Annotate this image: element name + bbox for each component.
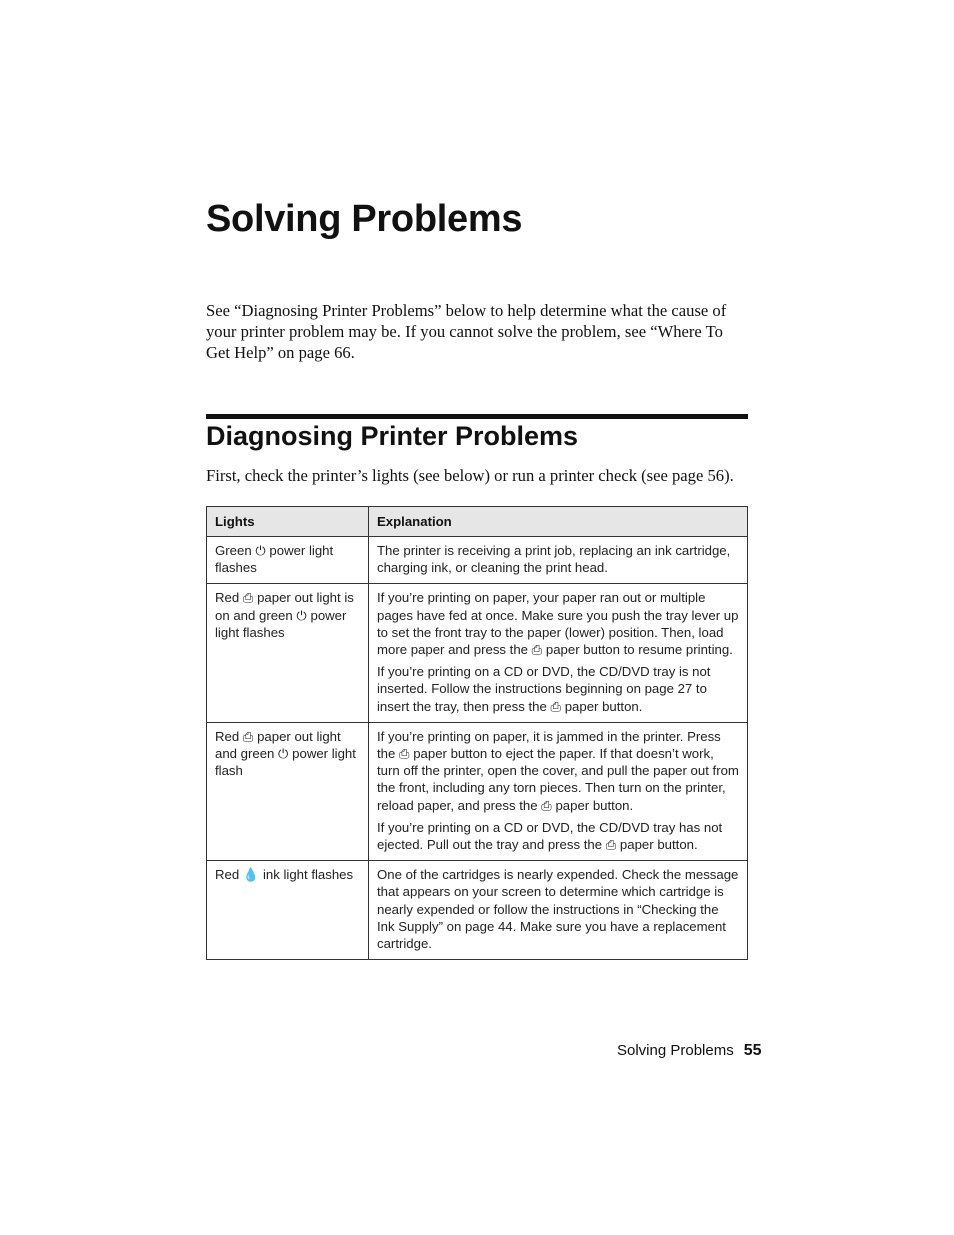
section-heading: Diagnosing Printer Problems bbox=[206, 421, 579, 451]
explanation-paragraph: One of the cartridges is nearly expended. Check the message that appears on your screen to determine which cartridge is nearly expended or follow the instructions in “Checking the Ink Supply” on page 44. Make sure you have a replacement cartridge. bbox=[377, 867, 739, 952]
section-rule bbox=[206, 414, 748, 419]
table-header-row bbox=[207, 507, 748, 537]
table-row bbox=[207, 722, 748, 860]
explanation-cell bbox=[369, 584, 748, 722]
explanation-paragraph: The printer is receiving a print job, replacing an ink cartridge, charging ink, or cleaning the print head. bbox=[377, 543, 731, 576]
light-cell: Green ⏻ power light flashes bbox=[207, 537, 369, 584]
explanation-paragraph: If you’re printing on a CD or DVD, the CD/DVD tray has not ejected. Pull out the tray and press the ⎙ paper button. bbox=[377, 819, 723, 853]
intro-paragraph: See “Diagnosing Printer Problems” below to help determine what the cause of your printer problem may be. If you cannot solve the problem, see “Where To Get Help” on page 66. bbox=[206, 301, 727, 362]
explanation-paragraph: If you’re printing on paper, your paper ran out or multiple pages have fed at once. Make sure you push the tray lever up to set the front tray to the paper (lower) position. Then, load more paper and press the ⎙ paper button to resume printing. bbox=[377, 590, 739, 658]
explanation-paragraph: If you’re printing on paper, it is jammed in the printer. Press the ⎙ paper button to eject the paper. If that doesn’t work, turn off the printer, open the cover, and pull the paper out from the front, including any torn pieces. Then turn on the printer, reload paper, and press the ⎙ paper button. bbox=[377, 728, 739, 813]
column-header-lights: Lights bbox=[207, 507, 369, 537]
page-title: Solving Problems bbox=[206, 198, 523, 240]
table-row bbox=[207, 584, 748, 722]
explanation-cell bbox=[369, 537, 748, 584]
explanation-cell bbox=[369, 861, 748, 960]
table-row bbox=[207, 861, 748, 960]
page-number: 55 bbox=[743, 1042, 762, 1059]
page-footer bbox=[617, 1042, 762, 1060]
section-lead-paragraph: First, check the printer’s lights (see below) or run a printer check (see page 56). bbox=[206, 466, 734, 485]
table-row bbox=[207, 537, 748, 584]
explanation-paragraph: If you’re printing on a CD or DVD, the CD/DVD tray is not inserted. Follow the instructions beginning on page 27 to insert the tray, then press the ⎙ paper button. bbox=[377, 664, 711, 714]
light-cell: Red ⎙ paper out light is on and green ⏻ power light flashes bbox=[207, 584, 369, 722]
explanation-cell bbox=[369, 722, 748, 860]
light-cell: Red 💧 ink light flashes bbox=[207, 861, 369, 960]
lights-table bbox=[206, 506, 748, 960]
column-header-explanation: Explanation bbox=[369, 507, 748, 537]
footer-label: Solving Problems bbox=[617, 1042, 734, 1059]
light-cell: Red ⎙ paper out light and green ⏻ power light flash bbox=[207, 722, 369, 860]
